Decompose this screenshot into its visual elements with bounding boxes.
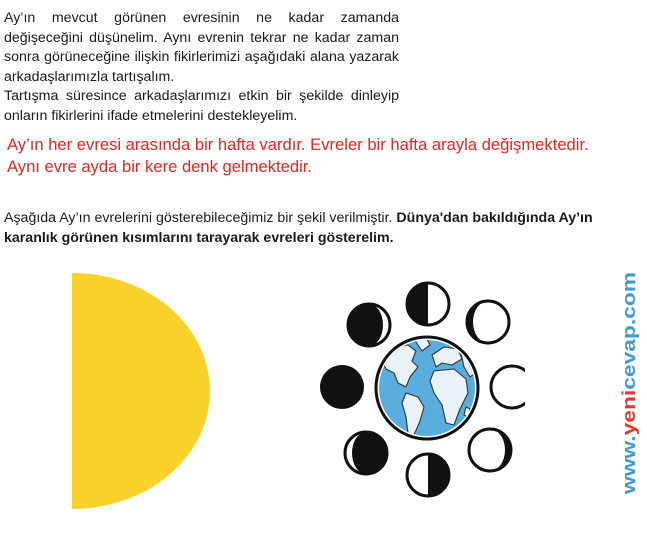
moon-top-left xyxy=(348,304,390,346)
watermark-text: www.yenicevap.com xyxy=(618,294,639,494)
sun-shape xyxy=(72,273,210,509)
answer-line-1: Ay’ın her evresi arasında bir hafta vardır. Evreler bir hafta arayla değişmektedir. xyxy=(7,135,589,154)
moon-phases-diagram xyxy=(310,275,525,505)
answer-text xyxy=(7,134,639,178)
moon-bottom-right xyxy=(469,429,511,471)
moon-top-right xyxy=(467,301,509,343)
sun-half-disc xyxy=(60,266,220,516)
moon-bottom-left xyxy=(345,432,387,474)
moon-top xyxy=(407,283,449,325)
task-plain-text: Aşağıda Ay’ın evrelerini gösterebileceğimiz bir şekil verilmiştir. xyxy=(4,210,397,226)
intro-paragraph-2: Tartışma süresince arkadaşlarımızı etkin bir şekilde dinleyip onların fikirlerini ifade etmelerini destekleyelim. xyxy=(4,88,399,124)
intro-text xyxy=(4,9,399,127)
moon-right xyxy=(491,366,525,408)
moon-left xyxy=(320,365,364,409)
task-instruction xyxy=(4,208,644,248)
moon-bottom xyxy=(407,454,449,496)
watermark xyxy=(616,268,642,498)
intro-paragraph-1: Ay’ın mevcut görünen evresinin ne kadar zamanda değişeceğini düşünelim. Aynı evrenin tekrar ne kadar zaman sonra görüneceğine ilişkin fikirlerimizi aşağıdaki alana yazarak arkadaşlarımızla tartışalım. xyxy=(4,10,399,85)
task-bold-text: Dünya'dan bakıldığında Ay’ın karanlık görünen kısımlarını tarayarak evreleri gösterelim. xyxy=(4,210,593,246)
earth-globe xyxy=(376,337,478,439)
answer-line-2: Aynı evre ayda bir kere denk gelmektedir. xyxy=(7,157,312,176)
